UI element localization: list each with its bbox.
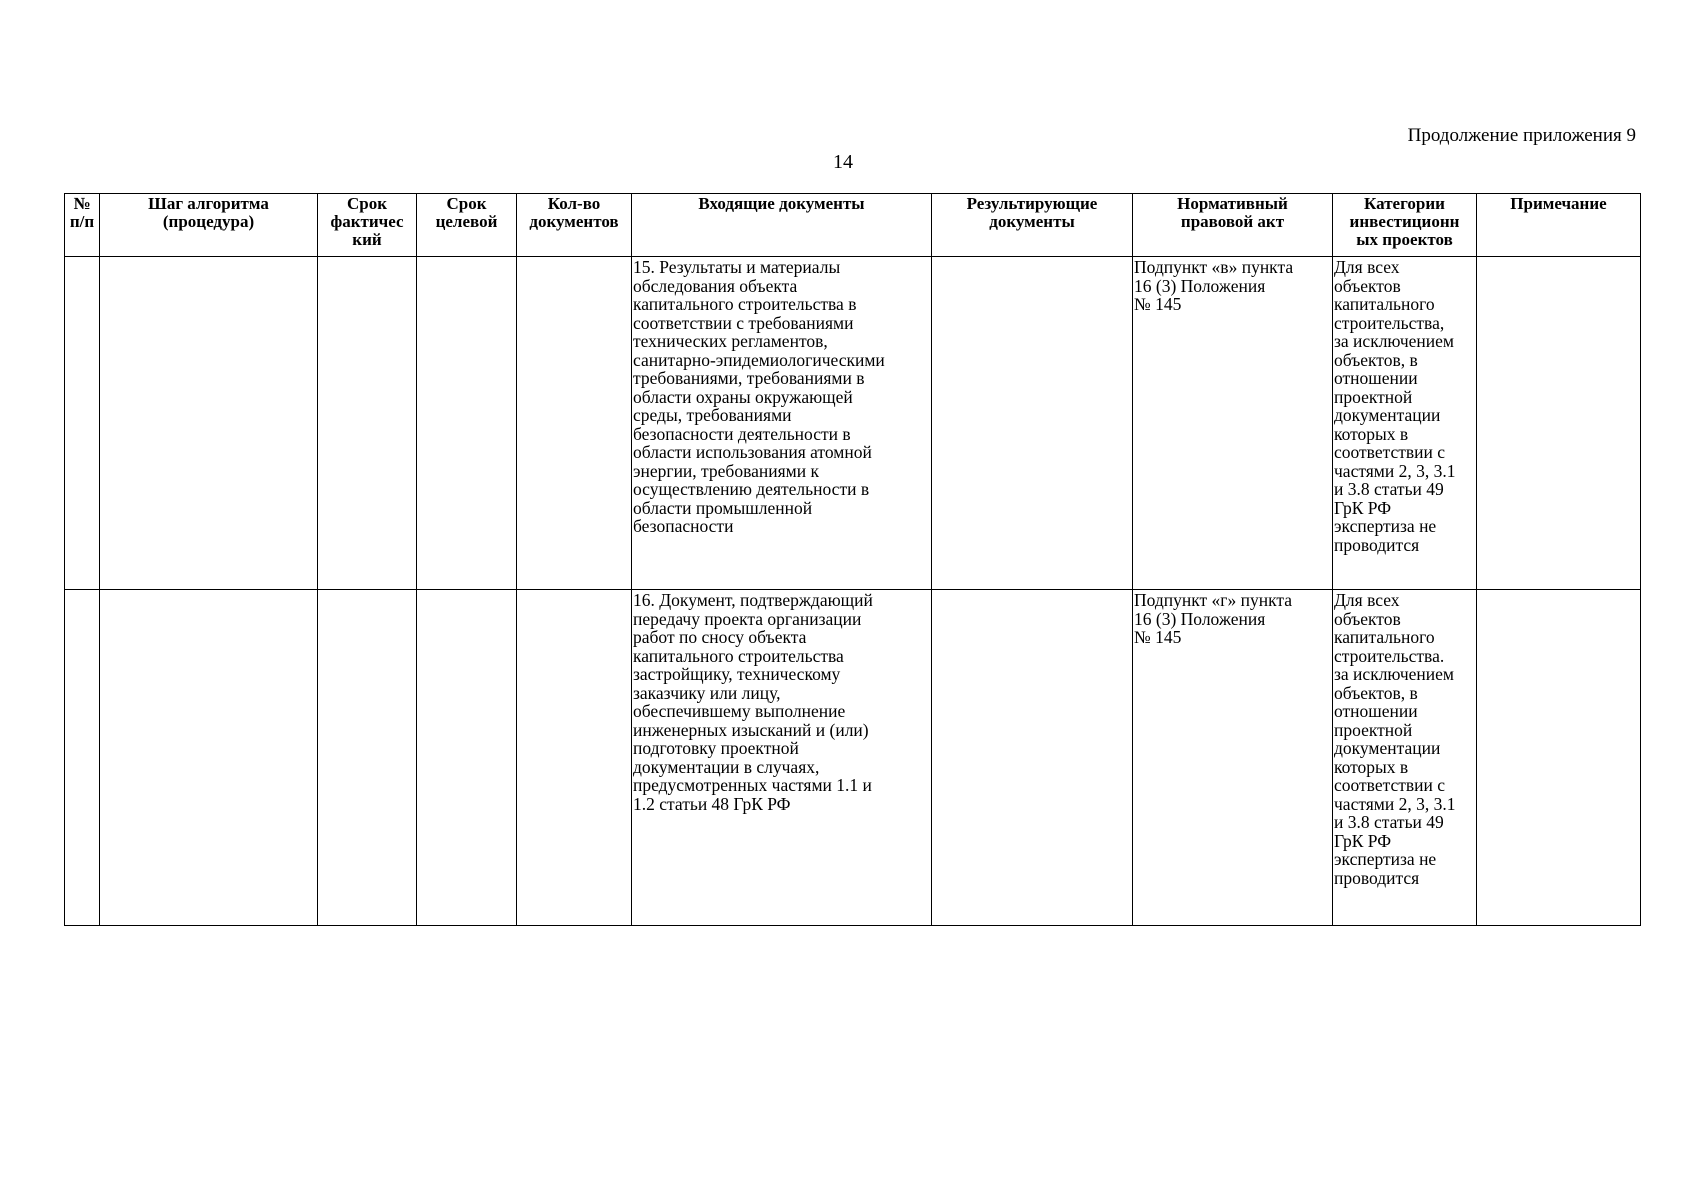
page-number: 14 xyxy=(833,151,853,173)
algorithm-table xyxy=(64,193,1641,926)
cell-step xyxy=(100,590,318,926)
cell-categories: Для всех объектов капитального строительства. за исключением объектов, в отношении проектной документации которых в соответствии с частями 2, 3, 3.1 и 3.8 статьи 49 ГрК РФ экспертиза не проводится xyxy=(1333,590,1477,926)
table-header-row xyxy=(65,194,1641,257)
cell-term-target xyxy=(417,257,517,590)
column-header-note: Примечание xyxy=(1477,194,1641,257)
cell-incoming-docs: 16. Документ, подтверждающий передачу проекта организации работ по сносу объекта капитального строительства застройщику, техническому заказчику или лицу, обеспечившему выполнение инженерных изысканий и (или) подготовку проектной документации в случаях, предусмотренных частями 1.1 и 1.2 статьи 48 ГрК РФ xyxy=(632,590,932,926)
column-header-term-actual: Срок фактичес кий xyxy=(318,194,417,257)
cell-step xyxy=(100,257,318,590)
table-row xyxy=(65,590,1641,926)
column-header-categories: Категории инвестиционн ых проектов xyxy=(1333,194,1477,257)
column-header-result-docs: Результирующие документы xyxy=(932,194,1133,257)
cell-term-actual xyxy=(318,257,417,590)
cell-note xyxy=(1477,257,1641,590)
column-header-step: Шаг алгоритма (процедура) xyxy=(100,194,318,257)
column-header-doc-count: Кол-во документов xyxy=(517,194,632,257)
cell-number xyxy=(65,257,100,590)
column-header-legal-act: Нормативный правовой акт xyxy=(1133,194,1333,257)
table-row xyxy=(65,257,1641,590)
cell-doc-count xyxy=(517,590,632,926)
column-header-number: № п/п xyxy=(65,194,100,257)
cell-result-docs xyxy=(932,590,1133,926)
cell-incoming-docs: 15. Результаты и материалы обследования объекта капитального строительства в соответствии с требованиями технических регламентов, санитарно-эпидемиологическими требованиями, требованиями в области охраны окружающей среды, требованиями безопасности деятельности в области использования атомной энергии, требованиями к осуществлению деятельности в области промышленной безопасности xyxy=(632,257,932,590)
cell-doc-count xyxy=(517,257,632,590)
cell-result-docs xyxy=(932,257,1133,590)
cell-legal-act: Подпункт «в» пункта 16 (3) Положения № 145 xyxy=(1133,257,1333,590)
appendix-note: Продолжение приложения 9 xyxy=(1407,125,1636,146)
cell-term-target xyxy=(417,590,517,926)
cell-note xyxy=(1477,590,1641,926)
cell-number xyxy=(65,590,100,926)
cell-categories: Для всех объектов капитального строительства, за исключением объектов, в отношении проектной документации которых в соответствии с частями 2, 3, 3.1 и 3.8 статьи 49 ГрК РФ экспертиза не проводится xyxy=(1333,257,1477,590)
column-header-term-target: Срок целевой xyxy=(417,194,517,257)
cell-legal-act: Подпункт «г» пункта 16 (3) Положения № 145 xyxy=(1133,590,1333,926)
column-header-incoming-docs: Входящие документы xyxy=(632,194,932,257)
cell-term-actual xyxy=(318,590,417,926)
